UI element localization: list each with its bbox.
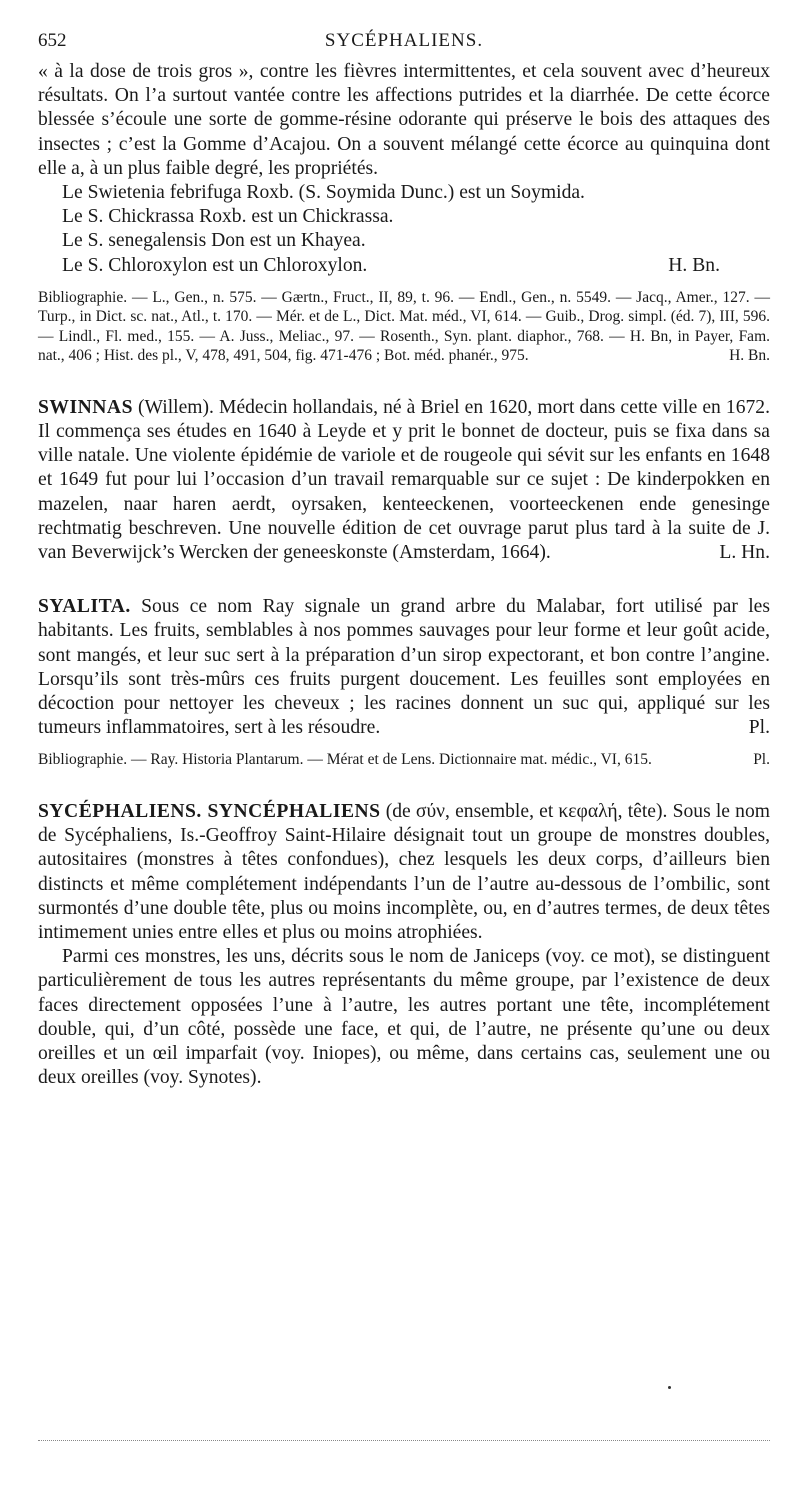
syalita-bibliography-signature: Pl.	[753, 751, 770, 769]
bibliography	[38, 288, 770, 366]
running-head: SYCÉPHALIENS.	[324, 30, 484, 51]
syalita-bibliography-text: Bibliographie. — Ray. Historia Plantarum. — Mérat et de Lens. Dictionnaire mat. médic., VI, 615.	[38, 751, 652, 769]
bibliography-signature: H. Bn.	[729, 347, 770, 365]
bibliography-text: Bibliographie. — L., Gen., n. 575. — Gærtn., Fruct., II, 89, t. 96. — Endl., Gen., n. 5549. — Jacq., Amer., 127. — Turp., in Dict. sc. nat., Atl., t. 170. — Mér. et de L., Dict. Mat. méd., VI, 614. — Guib., Drog. simpl. (éd. 7), III, 596. — Lindl., Fl. med., 155. — A. Juss., Meliac., 97. — Rosenth., Syn. plant. diaphor., 768. — H. Bn, in Payer, Fam. nat., 406 ; Hist. des pl., V, 478, 491, 504, fig. 471-476 ; Bot. méd. phanér., 975.	[38, 288, 770, 365]
entry-syalita	[38, 595, 770, 740]
syalita-signature: Pl.	[748, 717, 770, 739]
entry-sycephaliens	[38, 800, 770, 945]
synonym-line-2: Le S. Chickrassa Roxb. est un Chickrassa.	[62, 206, 394, 228]
page-number: 652	[38, 30, 67, 51]
swinnas-text: (Willem). Médecin hollandais, né à Briel en 1620, mort dans cette ville en 1672. Il commença ses études en 1640 à Leyde et y prit le bonnet de docteur, puis se fixa dans sa ville natale. Une violente épidémie de variole et de rougeole qui sévit sur les enfants en 1648 et 1649 fut pour lui l’occasion d’un travail remarquable sur ce sujet : De kinderpokken en mazelen, naar haren aerdt, oyrsaken, kenteeckenen, voorteeckenen ende genesinge rechtmatig beschreven. Une nouvelle édition de cet ouvrage parut plus tard à la suite de J. van Beverwijck’s Wercken der geneeskonste (Amsterdam, 1664).	[38, 396, 770, 564]
synonym-line-1: Le Swietenia febrifuga Roxb. (S. Soymida Dunc.) est un Soymida.	[62, 182, 585, 204]
page-header	[38, 30, 770, 60]
swinnas-signature: L. Hn.	[719, 542, 770, 564]
headword-syalita: SYALITA.	[38, 596, 131, 618]
headword-sycephaliens: SYCÉPHALIENS. SYNCÉPHALIENS	[38, 800, 381, 822]
syalita-text: Sous ce nom Ray signale un grand arbre du Malabar, fort utilisé par les habitants. Les fruits, semblables à nos pommes sauvages pour leur forme et leur goût acide, sont mangés, et leur suc sert à la préparation d’un sirop expectorant, et bon contre l’angine. Lorsqu’ils sont très-mûrs ces fruits purgent doucement. Les feuilles sont employées en décoction pour nettoyer les cheveux ; les racines donnent un suc qui, appliqué sur les tumeurs inflammatoires, sert à les résoudre.	[38, 596, 770, 739]
syalita-bibliography	[38, 750, 770, 770]
page	[38, 30, 770, 1090]
headword-swinnas: SWINNAS	[38, 396, 133, 418]
stray-dot	[668, 1386, 671, 1389]
sycephaliens-text-1: (de σύν, ensemble, et κεφαλή, tête). Sous le nom de Sycéphaliens, Is.-Geoffroy Saint-Hilaire désignait tout un groupe de monstres doubles, autositaires (monstres à têtes confondues), chez lesquels les deux corps, d’ailleurs bien distincts et même complétement indépendants l’un de l’autre au-dessous de l’ombilic, sont surmontés d’une double tête, plus ou moins incomplète, ou, en d’autres termes, de deux têtes intimement unies entre elles et plus ou moins atrophiées.	[38, 800, 770, 943]
author-signature: H. Bn.	[668, 254, 720, 276]
sycephaliens-paragraph-2: Parmi ces monstres, les uns, décrits sous le nom de Janiceps (voy. ce mot), se distinguent particulièrement de tous les autres représentants du même groupe, par l’existence de deux faces directement opposées l’une à l’autre, les autres portant une tête, incomplétement double, qui, d’un côté, possède une face, et qui, de l’autre, ne présente qu’une ou deux oreilles et un œil imparfait (voy. Iniopes), ou même, dans certains cas, seulement une ou deux oreilles (voy. Synotes).	[38, 946, 770, 1089]
synonym-line-4-text: Le S. Chloroxylon est un Chloroxylon.	[62, 254, 368, 276]
synonym-line-3: Le S. senegalensis Don est un Khayea.	[62, 230, 366, 252]
synonym-line-4	[38, 254, 770, 278]
intro-paragraph: « à la dose de trois gros », contre les fièvres intermittentes, et cela souvent avec d’heureux résultats. On l’a surtout vantée contre les affections putrides et la diarrhée. De cette écorce blessée s’écoule une sorte de gomme-résine odorante qui préserve le bois des attaques des insectes ; c’est la Gomme d’Acajou. On a souvent mélangé cette écorce au quinquina dont elle a, à un plus faible degré, les propriétés.	[38, 61, 770, 179]
entry-swinnas	[38, 396, 770, 565]
footer-rule	[38, 1440, 770, 1441]
